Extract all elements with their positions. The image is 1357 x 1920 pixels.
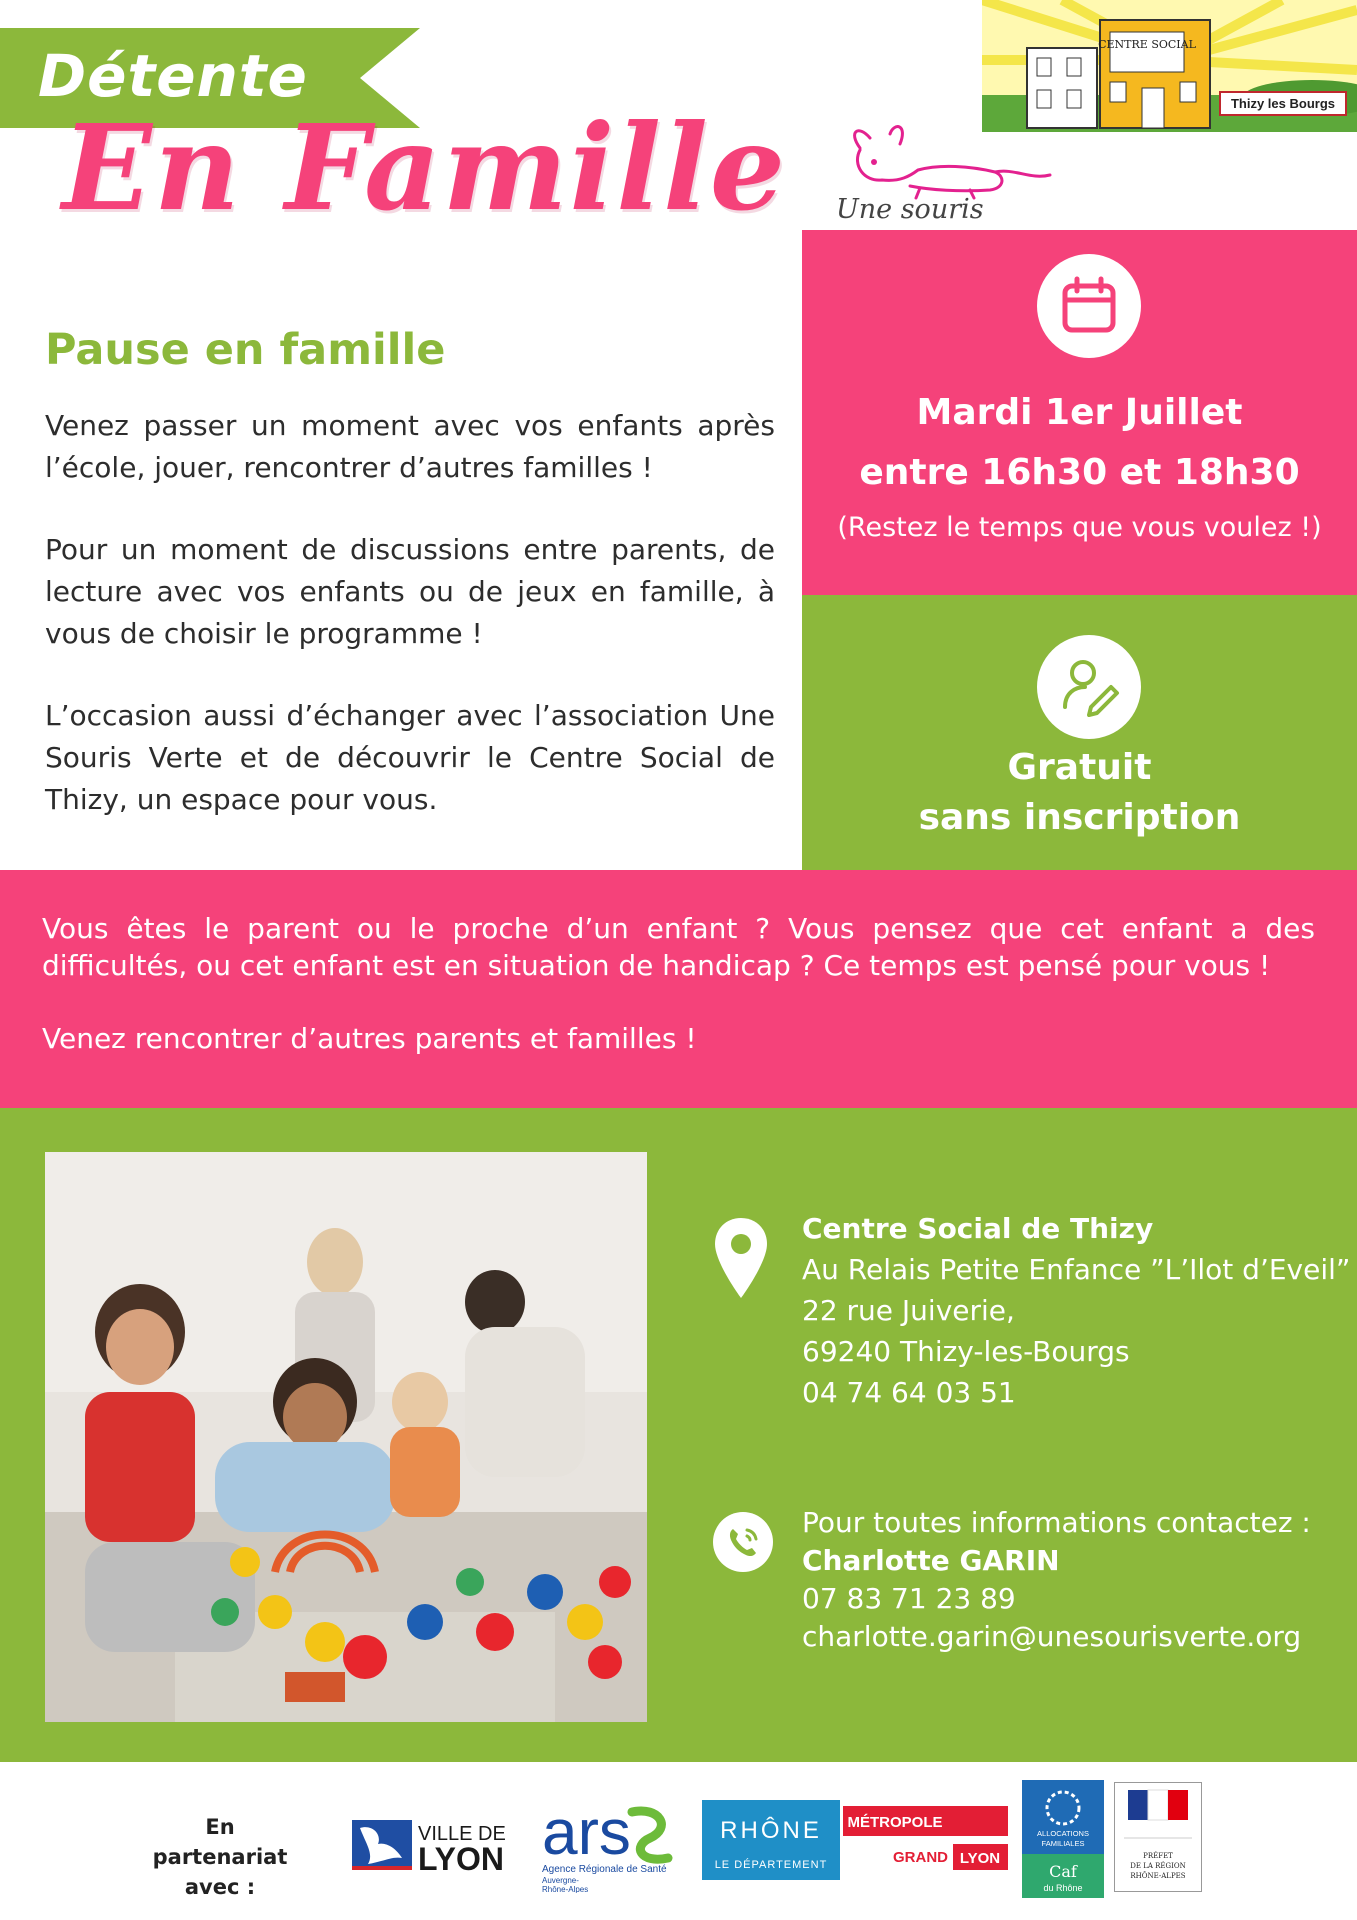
location-street: 22 rue Juiverie, xyxy=(802,1294,1015,1327)
ars-logo xyxy=(540,1798,685,1893)
ars-logo-sub3: Rhône-Alpes xyxy=(542,1885,589,1893)
rhone-departement-logo xyxy=(702,1800,840,1880)
centre-social-tag: Thizy les Bourgs xyxy=(1219,91,1347,116)
intro-text xyxy=(45,405,775,861)
caf-rhone-logo xyxy=(1022,1780,1104,1898)
metropole-logo-grand: GRAND xyxy=(893,1849,948,1866)
registration-label: sans inscription xyxy=(918,797,1241,838)
rhone-logo-sub: LE DÉPARTEMENT xyxy=(714,1859,828,1871)
phone-icon xyxy=(712,1511,774,1573)
contact-email[interactable]: charlotte.garin@unesourisverte.org xyxy=(802,1620,1302,1653)
mouse-icon xyxy=(830,120,1060,200)
family-play-photo xyxy=(45,1152,647,1722)
metropole-logo-line1: MÉTROPOLE xyxy=(847,1814,943,1831)
date-box xyxy=(802,230,1357,595)
contact-section xyxy=(0,1108,1357,1762)
band-text: Vous êtes le parent ou le proche d’un enfant ? Vous pensez que cet enfant a des difficultés, ou cet enfant est en situation de handicap ? Ce temps est pensé pour vous ! xyxy=(42,912,1315,982)
caf-logo-main: Caf xyxy=(1049,1862,1077,1881)
prefet-logo-line3: RHÔNE-ALPES xyxy=(1130,1872,1186,1880)
ville-de-lyon-logo xyxy=(352,1814,517,1874)
ars-logo-sub2: Auvergne- xyxy=(542,1876,579,1885)
location-venue: Au Relais Petite Enfance ”L’Ilot d’Eveil” xyxy=(802,1253,1351,1286)
section-subtitle: Pause en famille xyxy=(45,325,446,375)
band-invitation: Venez rencontrer d’autres parents et familles ! xyxy=(42,1022,697,1055)
price-label: Gratuit xyxy=(1007,747,1152,788)
metropole-grand-lyon-logo xyxy=(843,1806,1008,1878)
price-box xyxy=(802,595,1357,870)
rhone-logo-main: RHÔNE xyxy=(720,1817,822,1844)
une-souris-verte-logo xyxy=(830,120,1060,232)
ribbon-text: Détente xyxy=(38,42,308,110)
partner-label-line: avec : xyxy=(184,1875,256,1899)
contact-details xyxy=(802,1504,1311,1656)
partners-footer xyxy=(0,1762,1357,1920)
centre-social-sign-text: CENTRE SOCIAL xyxy=(1098,38,1196,51)
prefet-region-logo xyxy=(1114,1782,1202,1892)
event-date: Mardi 1er Juillet xyxy=(916,392,1243,433)
ars-logo-sub1: Agence Régionale de Santé xyxy=(542,1864,667,1875)
centre-social-logo xyxy=(982,0,1357,132)
caf-logo-sub: du Rhône xyxy=(1043,1883,1083,1893)
contact-phone[interactable]: 07 83 71 23 89 xyxy=(802,1582,1016,1615)
prefet-logo-line2: DE LA RÉGION xyxy=(1130,1862,1186,1870)
caf-logo-line1: ALLOCATIONS xyxy=(1037,1829,1089,1838)
intro-paragraph: Pour un moment de discussions entre parents, de lecture avec vos enfants ou de jeux en famille, à vous de choisir le programme ! xyxy=(45,533,775,650)
lyon-logo-line1: VILLE DE xyxy=(418,1823,506,1845)
contact-person: Charlotte GARIN xyxy=(802,1544,1060,1577)
location-pin-icon xyxy=(715,1218,767,1298)
partner-label-line: En partenariat xyxy=(152,1815,288,1869)
caf-logo-line2: FAMILIALES xyxy=(1041,1839,1085,1848)
location-city: 69240 Thizy-les-Bourgs xyxy=(802,1335,1130,1368)
metropole-logo-lyon: LYON xyxy=(959,1850,1001,1867)
page-title: En Famille xyxy=(62,98,788,237)
event-time: entre 16h30 et 18h30 xyxy=(859,452,1300,493)
info-band xyxy=(0,870,1357,1108)
location-name: Centre Social de Thizy xyxy=(802,1212,1154,1245)
partner-label xyxy=(145,1812,295,1902)
prefet-logo-line1: PRÉFET xyxy=(1143,1852,1173,1860)
event-note: (Restez le temps que vous voulez !) xyxy=(837,512,1322,543)
lyon-logo-line2: LYON xyxy=(418,1841,504,1874)
intro-paragraph: L’occasion aussi d’échanger avec l’association Une Souris Verte et de découvrir le Centre Social de Thizy, un espace pour vous. xyxy=(45,699,775,816)
intro-paragraph: Venez passer un moment avec vos enfants après l’école, jouer, rencontrer d’autres familles ! xyxy=(45,409,775,484)
association-name: Une souris xyxy=(836,194,984,225)
location-details xyxy=(802,1208,1350,1413)
location-phone[interactable]: 04 74 64 03 51 xyxy=(802,1376,1016,1409)
user-edit-icon xyxy=(1037,635,1141,739)
contact-intro: Pour toutes informations contactez : xyxy=(802,1506,1311,1539)
calendar-icon xyxy=(1037,254,1141,358)
ars-logo-main: ars xyxy=(542,1798,631,1868)
